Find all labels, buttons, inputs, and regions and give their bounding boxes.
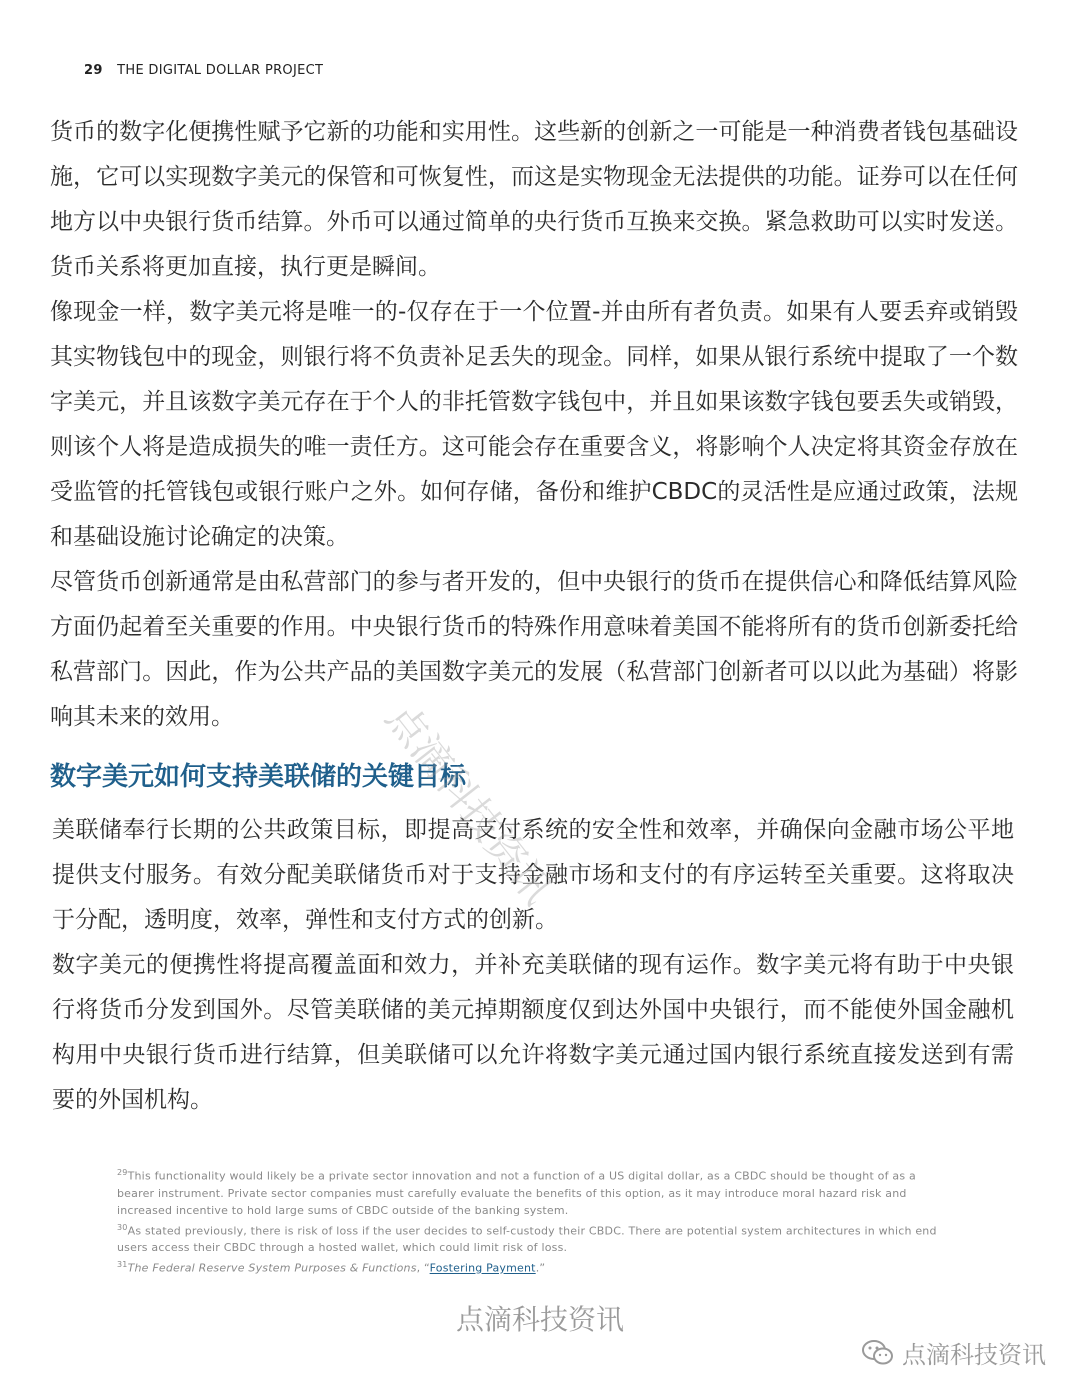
section-heading: 数字美元如何支持美联储的关键目标 xyxy=(50,762,467,792)
wechat-account-badge xyxy=(862,1335,1046,1370)
section-1-body xyxy=(50,110,1018,740)
footnotes xyxy=(117,1164,947,1277)
paragraph: 货币的数字化便携性赋予它新的功能和实用性。这些新的创新之一可能是一种消费者钱包基础设施，它可以实现数字美元的保管和可恢复性，而这是实物现金无法提供的功能。证券可以在任何地方以中央银行货币结算。外币可以通过简单的央行货币互换来交换。紧急救助可以实时发送。货币关系将更加直接，执行更是瞬间。 xyxy=(50,119,1018,280)
bottom-watermark: 点滴科技资讯 xyxy=(455,1303,624,1336)
wechat-icon xyxy=(862,1339,894,1367)
page-header xyxy=(84,63,323,78)
wechat-label: 点滴科技资讯 xyxy=(902,1341,1046,1369)
paragraph: 数字美元的便携性将提高覆盖面和效力，并补充美联储的现有运作。数字美元将有助于中央银行将货币分发到国外。尽管美联储的美元掉期额度仅到达外国中央银行，而不能使外国金融机构用中央银行货币进行结算，但美联储可以允许将数字美元通过国内银行系统直接发送到有需要的外国机构。 xyxy=(52,952,1014,1113)
page-number: 29 xyxy=(84,63,103,78)
paragraph: 像现金一样，数字美元将是唯一的-仅存在于一个位置-并由所有者负责。如果有人要丢弃或销毁其实物钱包中的现金，则银行将不负责补足丢失的现金。同样，如果从银行系统中提取了一个数字美元，并且该数字美元存在于个人的非托管数字钱包中，并且如果该数字钱包要丢失或销毁，则该个人将是造成损失的唯一责任方。这可能会存在重要含义，将影响个人决定将其资金存放在受监管的托管钱包或银行账户之外。如何存储，备份和维护CBDC的灵活性是应通过政策，法规和基础设施讨论确定的决策。 xyxy=(50,299,1018,550)
document-title: THE DIGITAL DOLLAR PROJECT xyxy=(117,63,324,78)
footnote-30: $^{30}$As stated previously, there is risk of loss if the user decides to self-custody their CBDC. There are potential system architectures in which end users access their CBDC through a hosted wallet, which could limit risk of loss. xyxy=(117,1222,937,1255)
footnote-29: $^{29}$This functionality would likely be a private sector innovation and not a function of a US digital dollar, as a CBDC should be thought of as a bearer instrument. Private sector companies must carefully evaluate the benefits of this option, as it may introduce moral hazard risk and increased incentive to hold large sums of CBDC outside of the banking system. xyxy=(117,1168,916,1217)
paragraph: 美联储奉行长期的公共政策目标，即提高支付系统的安全性和效率，并确保向金融市场公平地提供支付服务。有效分配美联储货币对于支持金融市场和支付的有序运转至关重要。这将取决于分配，透明度，效率，弹性和支付方式的创新。 xyxy=(52,817,1014,933)
footnote-31: $^{31}$The Federal Reserve System Purposes & Functions, “Fostering Payment.” xyxy=(117,1260,546,1275)
diagonal-watermark: 点滴科技资讯 xyxy=(376,695,561,913)
paragraph: 尽管货币创新通常是由私营部门的参与者开发的，但中央银行的货币在提供信心和降低结算风险方面仍起着至关重要的作用。中央银行货币的特殊作用意味着美国不能将所有的货币创新委托给私营部门。因此，作为公共产品的美国数字美元的发展（私营部门创新者可以以此为基础）将影响其未来的效用。 xyxy=(50,569,1018,730)
fostering-payment-link[interactable]: Fostering Payment xyxy=(429,1261,536,1275)
